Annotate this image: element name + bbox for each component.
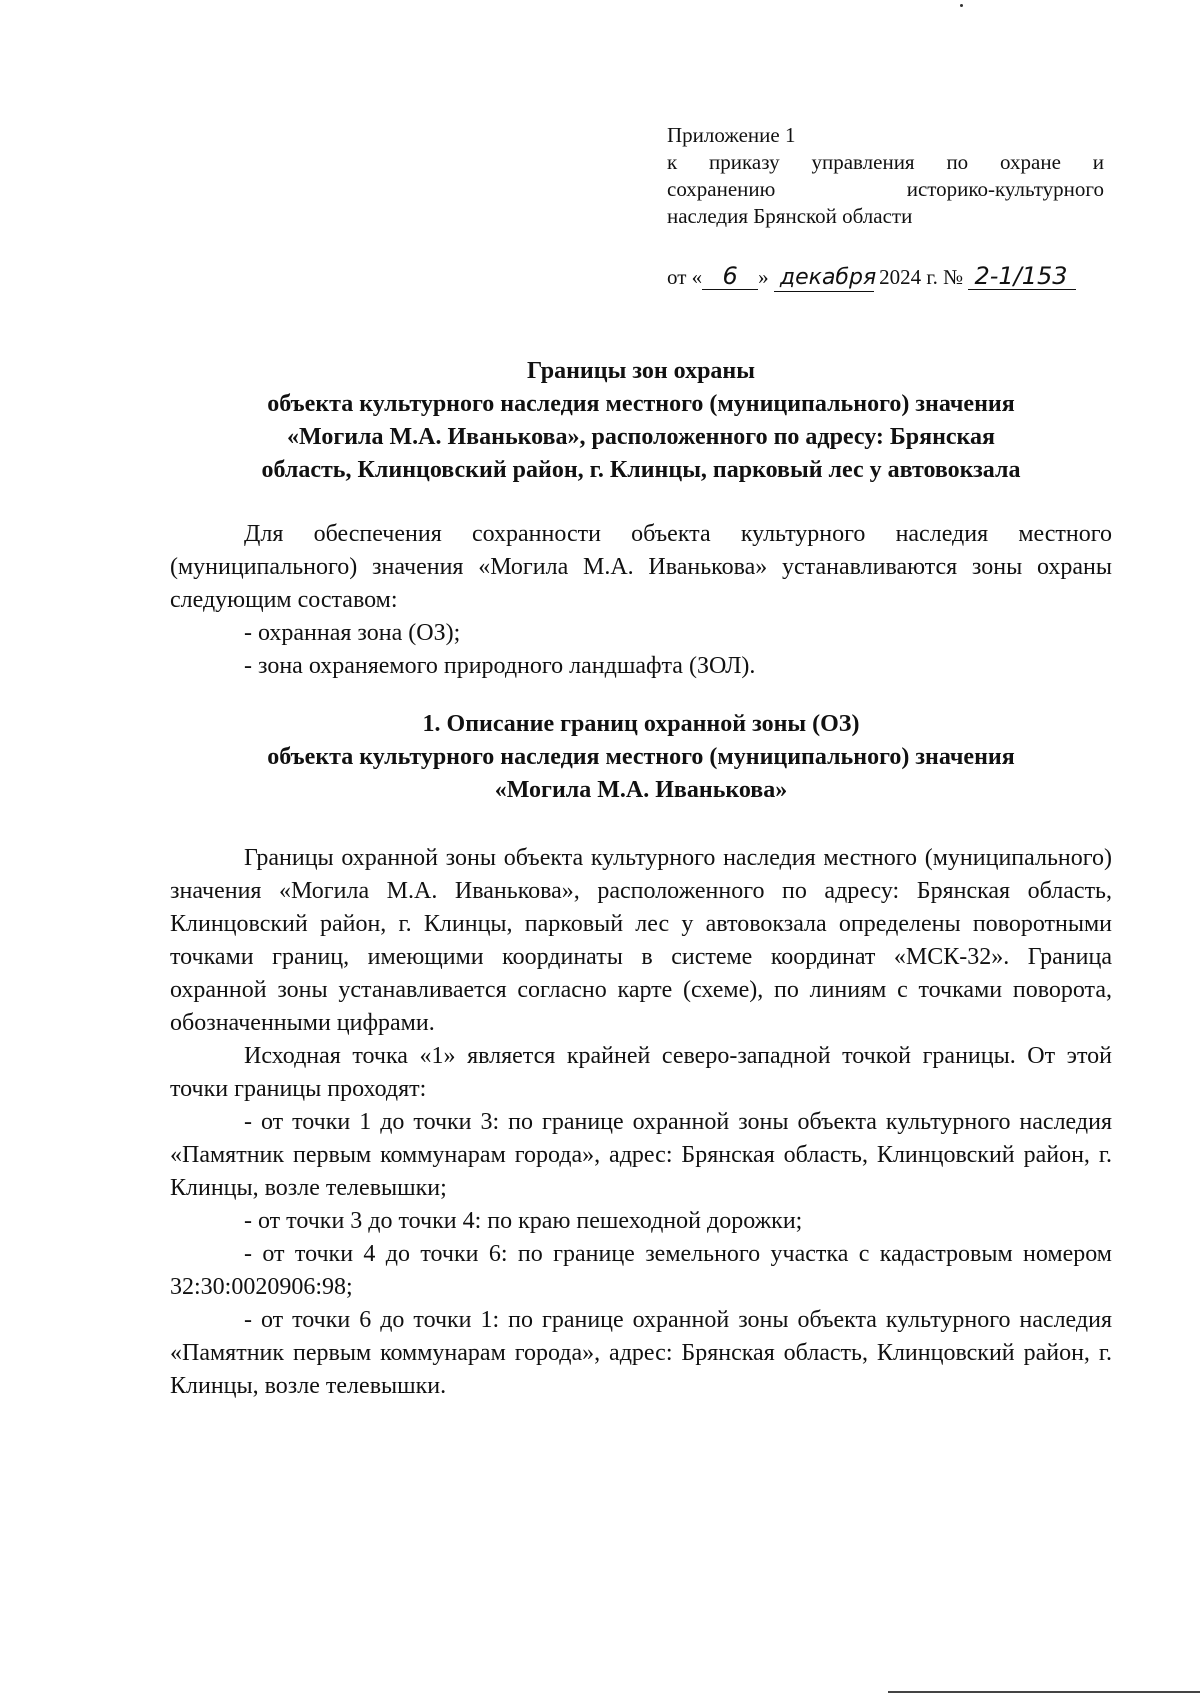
order-month-handwritten: декабря	[774, 265, 874, 292]
order-prefix: от «	[667, 265, 703, 289]
appendix-line-3: наследия Брянской области	[667, 204, 913, 228]
intro-item-1: - охранная зона (ОЗ);	[244, 620, 461, 646]
intro-paragraph: Для обеспечения сохранности объекта культурного наследия местного (муниципального) значения «Могила М.А. Иванькова» устанавливаются зоны охраны следующим составом:	[170, 521, 1112, 613]
intro-block	[170, 518, 1112, 683]
boundary-item: - от точки 3 до точки 4: по краю пешеходной дорожки;	[244, 1208, 803, 1234]
order-mid: »	[758, 265, 769, 289]
section-1-paragraph-2: Исходная точка «1» является крайней северо-западной точкой границы. От этой точки границы проходят:	[170, 1043, 1112, 1102]
section-1-paragraph-1: Границы охранной зоны объекта культурного наследия местного (муниципального) значения «Могила М.А. Иванькова», расположенного по адресу: Брянская область, Клинцовский район, г. Клинцы, парковый лес у автовокзала определены поворотными точками границ, имеющими координаты в системе координат «МСК-32». Граница охранной зоны устанавливается согласно карте (схеме), по линиям с точками поворота, обозначенными цифрами.	[170, 845, 1112, 1036]
appendix-line-1: к приказу управления по охране и	[667, 150, 1104, 174]
intro-item-2: - зона охраняемого природного ландшафта (ЗОЛ).	[244, 653, 756, 679]
section-1-title-line-2: объекта культурного наследия местного (муниципального) значения	[267, 744, 1015, 770]
section-1-body	[170, 842, 1112, 1403]
scan-artifact-dot	[960, 4, 963, 7]
boundary-item: - от точки 1 до точки 3: по границе охранной зоны объекта культурного наследия «Памятник первым коммунарам города», адрес: Брянская область, Клинцовский район, г. Клинцы, возле телевышки;	[170, 1109, 1112, 1201]
appendix-header	[667, 122, 1104, 230]
order-date-number	[667, 262, 1107, 292]
document-title	[120, 355, 1162, 487]
scan-artifact-line	[888, 1691, 1200, 1693]
title-line-1: Границы зон охраны	[527, 358, 755, 384]
section-1-title-line-1: 1. Описание границ охранной зоны (ОЗ)	[422, 711, 860, 737]
title-line-3: «Могила М.А. Иванькова», расположенного по адресу: Брянская	[286, 424, 995, 450]
appendix-label: Приложение 1	[667, 123, 796, 147]
order-year: 2024 г. №	[879, 265, 964, 289]
appendix-line-2: сохранению историко-культурного	[667, 177, 1104, 201]
order-day-handwritten: 6	[702, 263, 758, 290]
section-1-title-line-3: «Могила М.А. Иванькова»	[494, 777, 788, 803]
boundary-item: - от точки 4 до точки 6: по границе земельного участка с кадастровым номером 32:30:0020906:98;	[170, 1241, 1112, 1300]
title-line-4: область, Клинцовский район, г. Клинцы, парковый лес у автовокзала	[261, 457, 1021, 483]
title-line-2: объекта культурного наследия местного (муниципального) значения	[267, 391, 1015, 417]
section-1-title	[120, 708, 1162, 807]
order-number-handwritten: 2-1/153	[968, 263, 1076, 290]
boundary-item: - от точки 6 до точки 1: по границе охранной зоны объекта культурного наследия «Памятник первым коммунарам города», адрес: Брянская область, Клинцовский район, г. Клинцы, возле телевышки.	[170, 1307, 1112, 1399]
